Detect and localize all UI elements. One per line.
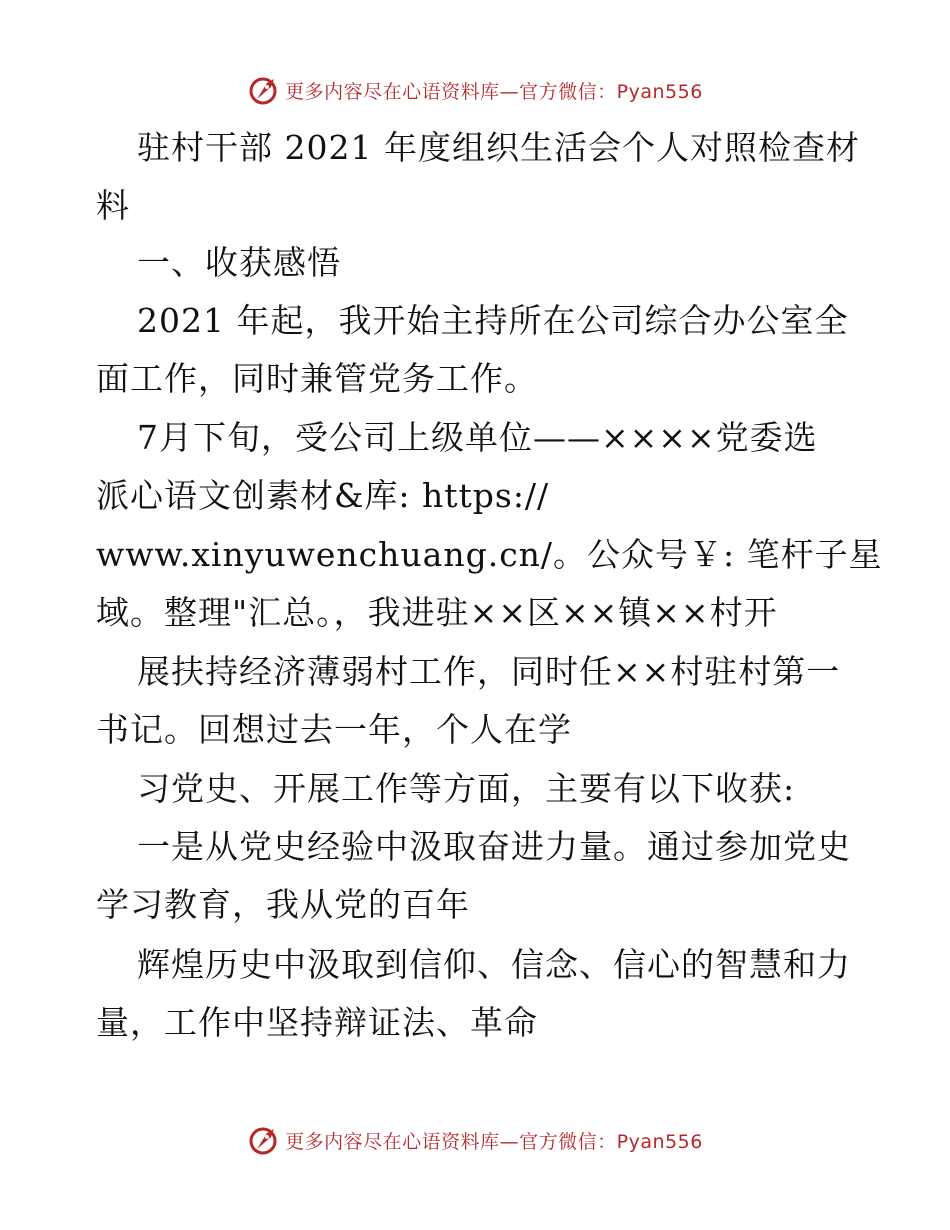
pen-nib-logo-icon	[247, 1123, 281, 1157]
paragraph-line: 派心语文创素材&库: https://	[96, 476, 550, 515]
paragraph-line: 2021 年起，我开始主持所在公司综合办公室全	[137, 301, 849, 340]
footer-watermark	[0, 1120, 950, 1160]
paragraph-line: 域。整理"汇总。，我进驻××区××镇××村开	[96, 593, 778, 632]
paragraph-line: 面工作，同时兼管党务工作。	[96, 359, 538, 398]
title-line-1: 驻村干部 2021 年度组织生活会个人对照检查材	[137, 128, 860, 167]
paragraph-line: 习党史、开展工作等方面，主要有以下收获:	[137, 769, 796, 808]
section-heading: 一、收获感悟	[137, 243, 341, 282]
paragraph-line: 学习教育，我从党的百年	[96, 885, 470, 924]
paragraph-line: 一是从党史经验中汲取奋进力量。通过参加党史	[137, 827, 851, 866]
pen-nib-logo-icon	[247, 73, 281, 107]
watermark-text: 更多内容尽在心语资料库—官方微信：Pyan556	[285, 80, 703, 103]
watermark-text: 更多内容尽在心语资料库—官方微信：Pyan556	[285, 1130, 703, 1153]
header-watermark	[0, 70, 950, 110]
paragraph-line: 辉煌历史中汲取到信仰、信念、信心的智慧和力	[137, 945, 851, 984]
paragraph-line: 量，工作中坚持辩证法、革命	[96, 1003, 538, 1042]
paragraph-line: 展扶持经济薄弱村工作，同时任××村驻村第一	[137, 652, 841, 691]
title-line-2: 料	[96, 186, 130, 225]
paragraph-line: 书记。回想过去一年，个人在学	[96, 710, 572, 749]
paragraph-line: 7月下旬，受公司上级单位——××××党委选	[137, 418, 818, 457]
paragraph-line: www.xinyuwenchuang.cn/。公众号￥: 笔杆子星	[96, 535, 883, 574]
